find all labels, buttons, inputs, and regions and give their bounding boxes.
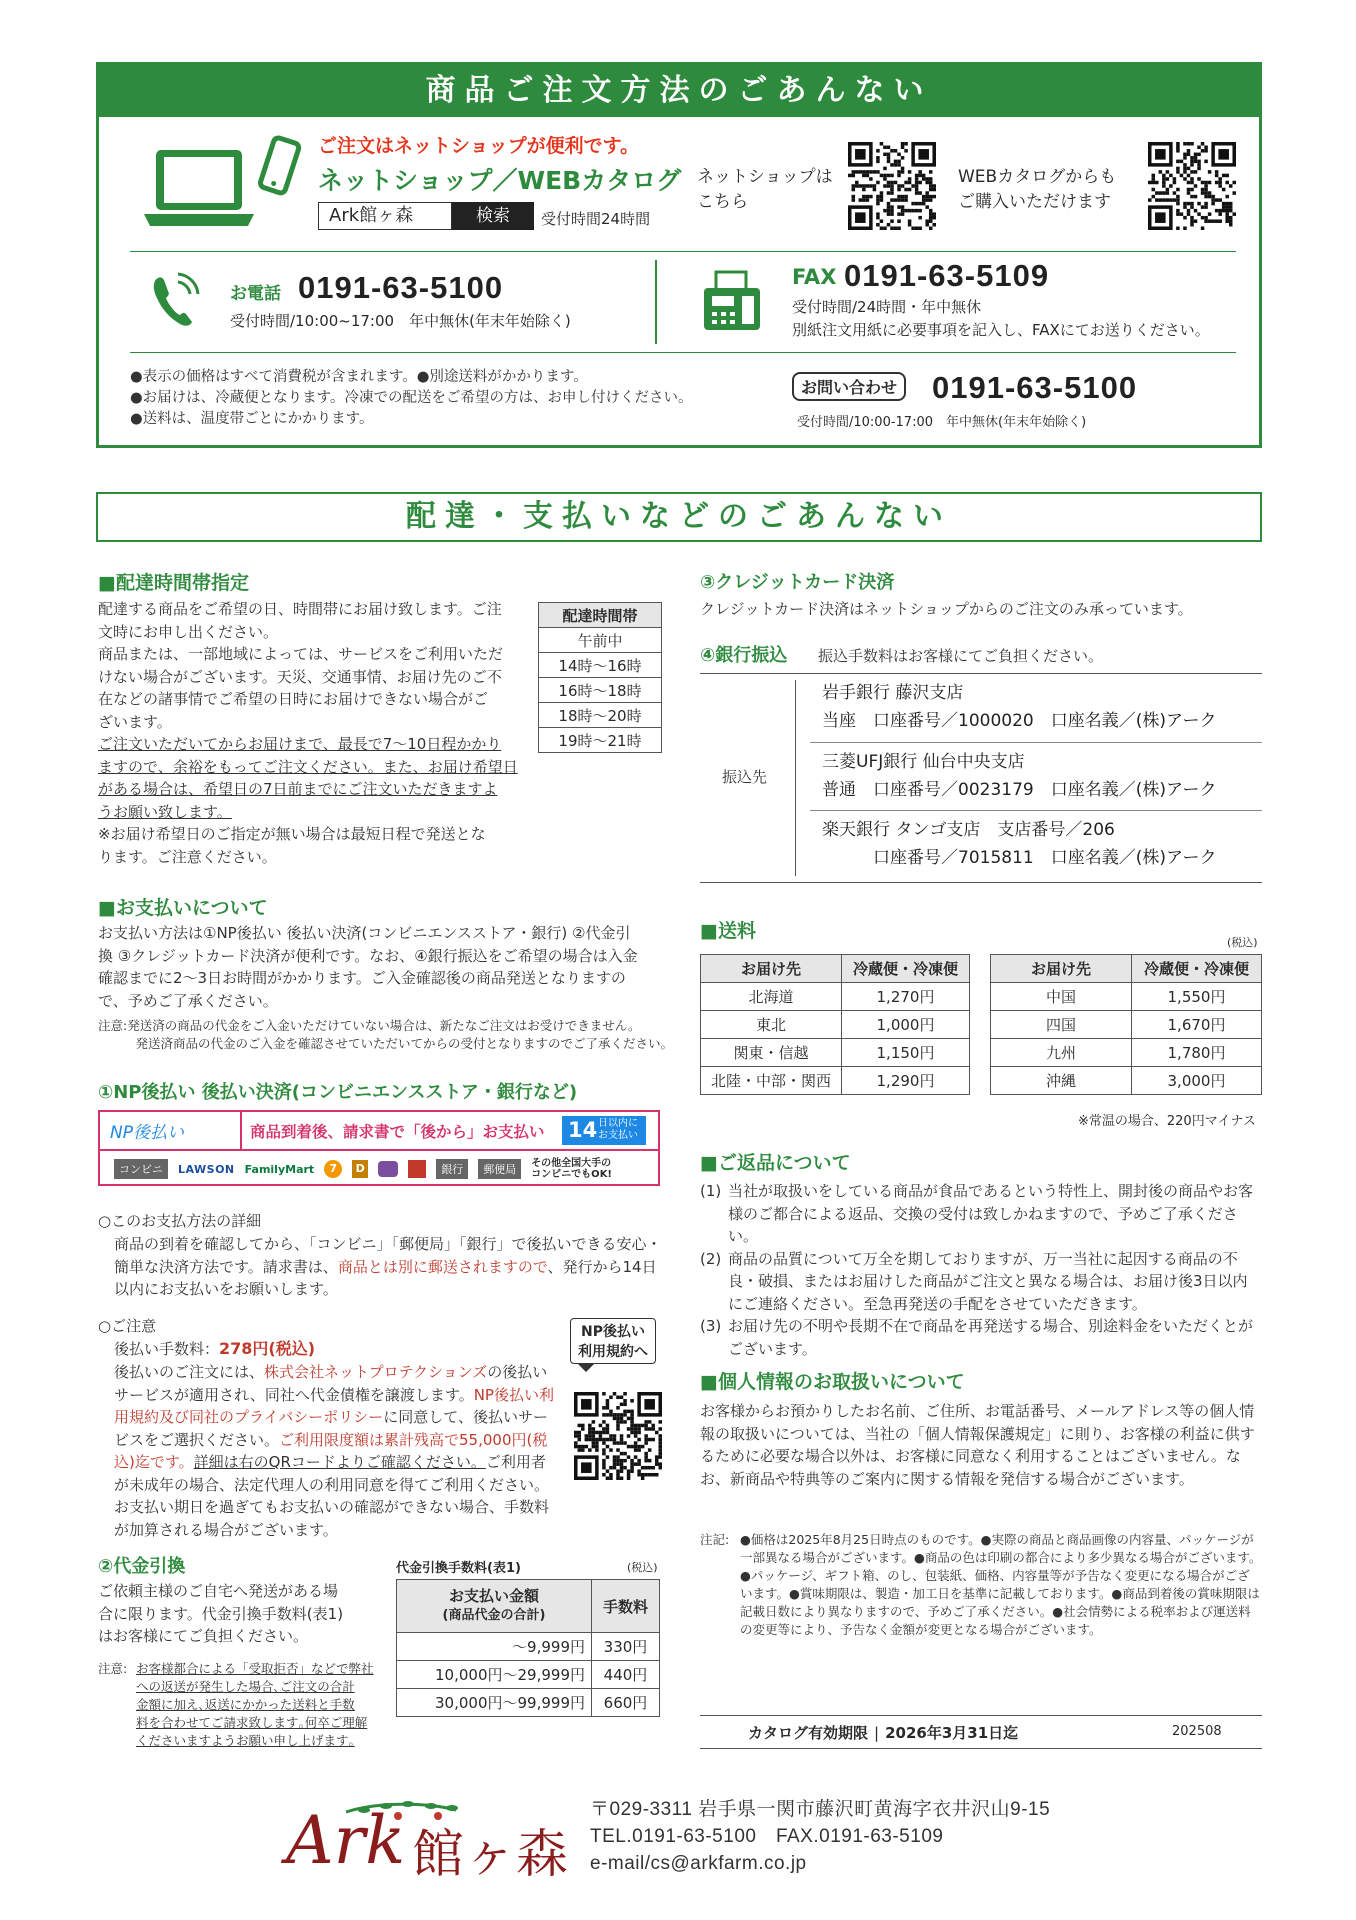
catalog-qr-label: WEBカタログからも ご購入いただけます xyxy=(958,167,1117,212)
shop-qr-label: ネットショップは こちら xyxy=(697,167,833,212)
bank-label: 振込先 xyxy=(722,768,768,786)
np-terms-qr-code[interactable] xyxy=(574,1392,662,1484)
footnote-prefix: 注記: xyxy=(700,1532,730,1547)
np-caution-heading: ○ご注意 xyxy=(98,1317,157,1335)
cod-fee: 660円 xyxy=(592,1689,660,1717)
np-detail-heading: ○このお支払方法の詳細 xyxy=(98,1212,262,1230)
cod-text: ご依頼主様のご自宅へ発送がある場 合に限ります。代金引換手数料(表1) はお客様にてご負担ください。 xyxy=(98,1582,344,1645)
seicomart-logo xyxy=(408,1160,426,1178)
payment-note: 注意:発送済の商品の代金をご入金いただけていない場合は、新たなご注文はお受けできません。 発送済商品の代金のご入金を確認させていただいてからの受付となりますのでご了承ください。 xyxy=(98,1018,674,1051)
privacy-text: お客様からお預かりしたお名前、ご住所、お電話番号、メールアドレス等の個人情報の取扱いについては、当社の「個人情報保護規定」に則り、お客様の利益に供するために必要な場合以外は、お客様に同意なく利用することはございません。なお、新商品や特典等のご案内に関する情報を発信する場合がございます。 xyxy=(700,1402,1255,1488)
net-shop-lead: ご注文はネットショップが便利です。 xyxy=(318,135,640,157)
shipping-tax: (税込) xyxy=(1227,936,1258,949)
catalog-code: 202508 xyxy=(1172,1724,1222,1739)
np-detail-text: 商品の到着を確認してから、「コンビニ」「郵便局」「銀行」で後払いできる安心・簡単な決済方法です。請求書は、商品とは別に郵送されますので、発行から14日以内にお支払いをお願いします。 xyxy=(114,1235,662,1298)
delivery-time-heading: ■配達時間帯指定 xyxy=(98,572,249,594)
footnote-text: ●価格は2025年8月25日時点のものです。●実際の商品と商品画像の内容量、パッケージが一部異なる場合がございます。●商品の色は印刷の都合により多少異なる場合がございます。●パッケージ、ギフト箱、のし、包装紙、価格、内容量等が予告なく変更になる場合がございます。●賞味期限は、製造・加工日を基準に記載しております。●商品到着後の賞味期限は記載日数により異なりますので、予めご了承ください。●社会情勢による税率および運送料の変更等により、予告なく金額が変更となる場合がございます。 xyxy=(740,1532,1262,1637)
ministop-logo xyxy=(378,1161,398,1177)
bank-account-rakuten: 楽天銀行 タンゴ支店 支店番号／206 口座番号／7015811 口座名義／(株)アーク xyxy=(822,820,1217,868)
laptop-icon xyxy=(144,148,254,234)
payment-heading: ■お支払いについて xyxy=(98,897,268,919)
validity: カタログ有効期限 | 2026年3月31日迄 xyxy=(748,1724,1019,1742)
lawson-logo: LAWSON xyxy=(178,1162,235,1176)
time-slot: 19時～21時 xyxy=(539,728,662,753)
cod-table-tax: (税込) xyxy=(627,1561,658,1574)
cod-note: お客様都合による「受取拒否」などで弊社 への返送が発生した場合､ご注文の合計 金額に加え､返送にかかった送料と手数 料を合わせてご請求致します｡何卒ご理解 くださいますようお願い申し上げます｡ xyxy=(136,1661,374,1748)
np-store-logos: コンビニ LAWSON FamilyMart 7 D 銀行 郵便局 その他全国大手の コンビニでもOK! xyxy=(114,1158,612,1180)
divider xyxy=(130,352,1236,353)
phone-number[interactable]: 0191-63-5100 xyxy=(298,270,504,305)
inquiry-hours: 受付時間/10:00-17:00 年中無休(年末年始除く) xyxy=(797,415,1087,430)
shop-qr-code[interactable] xyxy=(848,142,936,234)
delivery-time-table xyxy=(538,602,662,753)
order-notes: ●表示の価格はすべて消費税が含まれます。●別途送料がかかります。 ●お届けは、冷蔵便となります。冷凍での配送をご希望の方は、お申し付けください。 ●送料は、温度帯ごとにかかります。 xyxy=(130,369,693,427)
smartphone-icon xyxy=(254,135,302,203)
cod-note-prefix: 注意: xyxy=(98,1661,128,1676)
np-14day-badge: 14 日以内に お支払い xyxy=(562,1116,646,1145)
logo-jp-text: 館ヶ森 xyxy=(412,1825,569,1885)
phone-icon xyxy=(150,272,200,332)
cod-col-amount: お支払い金額 (商品代金の合計) xyxy=(397,1580,592,1633)
np-terms-link[interactable]: NP後払い 利用規約へ xyxy=(570,1318,656,1364)
search-box[interactable] xyxy=(318,202,534,230)
np-heading: ①NP後払い 後払い決済(コンビニエンスストア・銀行など) xyxy=(98,1082,578,1103)
shipping-table-right: お届け先 冷蔵便・冷凍便 中国 1,550円 四国 1,670円 九州 1,780円 沖縄 3,000円 xyxy=(990,954,1262,1095)
payment-text: お支払い方法は①NP後払い 後払い決済(コンビニエンスストア・銀行) ②代金引 換 ③クレジットカード決済が便利です。なお、④銀行振込をご希望の場合は入金 確認までに2～3日お時間がかかります。ご入金確認後の商品発送となりますの で、予めご了承ください。 xyxy=(98,924,638,1010)
logo-ark-text: Ark xyxy=(286,1802,406,1879)
credit-text: クレジットカード決済はネットショップからのご注文のみ承っています。 xyxy=(700,600,1193,618)
bank-account-iwate: 岩手銀行 藤沢支店 当座 口座番号／1000020 口座名義／(株)アーク xyxy=(822,683,1217,731)
np-logo: NP後払い xyxy=(110,1123,184,1143)
cod-fee: 330円 xyxy=(592,1633,660,1661)
phone-hours: 受付時間/10:00~17:00 年中無休(年末年始除く) xyxy=(230,312,571,330)
delivery-time-text: 配達する商品をご希望の日、時間帯にお届け致します。ご注 文時にお申し出ください。 商品または、一部地域によっては、サービスをご利用いただ けない場合がございます。天災、交通事情、お届け先のご不 在などの諸事情でご希望の日時にお届けできない場合がご ざいます。 ご注文いただいてからお届けまで、最長で7～10日程かかり ますので、余裕をもってご注文ください。また、お届け希望日 がある場合は、希望日の7日前までにご注文いただきますよ うお願い致します。 ※お届け希望日のご指定が無い場合は最短日程で発送とな ります。ご注意ください。 xyxy=(98,600,518,866)
bank-heading: ④銀行振込 xyxy=(700,645,788,666)
fax-hours: 受付時間/24時間・年中無休 xyxy=(792,298,982,316)
footer-email[interactable]: e-mail/cs@arkfarm.co.jp xyxy=(590,1853,807,1874)
net-hours: 受付時間24時間 xyxy=(541,210,651,228)
returns-heading: ■ご返品について xyxy=(700,1152,851,1174)
cod-table-title: 代金引換手数料(表1) xyxy=(396,1561,521,1576)
inquiry-number[interactable]: 0191-63-5100 xyxy=(932,370,1138,405)
np-fee: 後払い手数料：278円(税込) xyxy=(114,1339,316,1358)
footer-address-block xyxy=(590,1796,1050,1877)
cod-fee-table xyxy=(396,1579,660,1717)
credit-heading: ③クレジットカード決済 xyxy=(700,572,895,593)
search-input[interactable]: Ark館ヶ森 xyxy=(318,202,452,230)
shipping-heading: ■送料 xyxy=(700,920,756,942)
net-shop-title: ネットショップ／WEBカタログ xyxy=(318,166,682,195)
fax-note: 別紙注文用紙に必要事項を記入し、FAXにてお送りください。 xyxy=(792,321,1210,339)
privacy-heading: ■個人情報のお取扱いについて xyxy=(700,1371,965,1393)
bank-account-mufg: 三菱UFJ銀行 仙台中央支店 普通 口座番号／0023179 口座名義／(株)アーク xyxy=(822,752,1217,800)
divider xyxy=(655,260,657,344)
shipping-note: ※常温の場合、220円マイナス xyxy=(1078,1114,1256,1129)
daily-yamazaki-logo: D xyxy=(352,1160,368,1178)
cod-heading: ②代金引換 xyxy=(98,1556,186,1577)
familymart-logo: FamilyMart xyxy=(244,1162,315,1176)
bank-fee-text: 振込手数料はお客様にてご負担ください。 xyxy=(818,647,1104,665)
fax-label: FAX xyxy=(792,265,837,289)
returns-list: (1) 当社が取扱いをしている商品が食品であるという特性上、開封後の商品やお客様のご都合による返品、交換の受付は致しかねますので、予めご了承ください。 (2) 商品の品質について万全を期しておりますが、万一当社に起因する商品の不良・破損、またはお届けした商品がご注文と異なる場合は、お届け後3日以内にご連絡ください。至急再発送の手配をさせていただきます。 (3) お届け先の不明や長期不在で商品を再発送する場合、別途料金をいただくとがございます。 xyxy=(700,1182,1254,1358)
time-slot: 16時～18時 xyxy=(539,678,662,703)
time-slot: 18時～20時 xyxy=(539,703,662,728)
bank-logo: 銀行 xyxy=(436,1159,468,1179)
catalog-qr-code[interactable] xyxy=(1148,142,1236,234)
search-button[interactable]: 検索 xyxy=(452,202,534,230)
order-guide-title: 商品ご注文方法のごあんない xyxy=(99,65,1259,117)
cod-range: ～9,999円 xyxy=(397,1633,592,1661)
divider xyxy=(130,251,1236,252)
time-table-header: 配達時間帯 xyxy=(539,603,662,628)
time-slot: 午前中 xyxy=(539,628,662,653)
inquiry-label: お問い合わせ xyxy=(792,372,906,401)
fax-icon xyxy=(702,270,762,336)
np-banner-text: 商品到着後、請求書で「後から」お支払い xyxy=(250,1123,545,1141)
delivery-guide-title: 配達・支払いなどのごあんない xyxy=(96,492,1262,542)
cod-range: 10,000円～29,999円 xyxy=(397,1661,592,1689)
np-banner xyxy=(98,1110,660,1186)
time-slot: 14時～16時 xyxy=(539,653,662,678)
cod-fee: 440円 xyxy=(592,1661,660,1689)
seven-eleven-logo: 7 xyxy=(324,1160,342,1178)
phone-label: お電話 xyxy=(230,284,281,304)
footer-address: 〒029-3311 岩手県一関市藤沢町黄海字衣井沢山9-15 xyxy=(590,1799,1051,1820)
convenience-store-logo: コンビニ xyxy=(114,1159,168,1179)
footer-tel-fax: TEL.0191-63-5100 FAX.0191-63-5109 xyxy=(590,1826,944,1847)
cod-range: 30,000円～99,999円 xyxy=(397,1689,592,1717)
fax-number[interactable]: 0191-63-5109 xyxy=(844,258,1050,293)
cod-col-fee: 手数料 xyxy=(592,1580,660,1633)
shipping-table-left: お届け先 冷蔵便・冷凍便 北海道 1,270円 東北 1,000円 関東・信越 1,150円 北陸・中部・関西 1,290円 xyxy=(700,954,970,1095)
post-office-logo: 郵便局 xyxy=(478,1159,521,1179)
np-caution-text: 後払いのご注文には、株式会社ネットプロテクションズの後払いサービスが適用され、同社へ代金債権を譲渡します。NP後払い利用規約及び同社のプライバシーポリシーに同意して、後払いサービスをご選択ください。ご利用限度額は累計残高で55,000円(税込)迄です。詳細は右のQRコードよりご確認ください。ご利用者が未成年の場合、法定代理人の利用同意を得てご利用ください。お支払い期日を過ぎてもお支払いの確認ができない場合、手数料が加算される場合がございます。 xyxy=(114,1363,554,1539)
